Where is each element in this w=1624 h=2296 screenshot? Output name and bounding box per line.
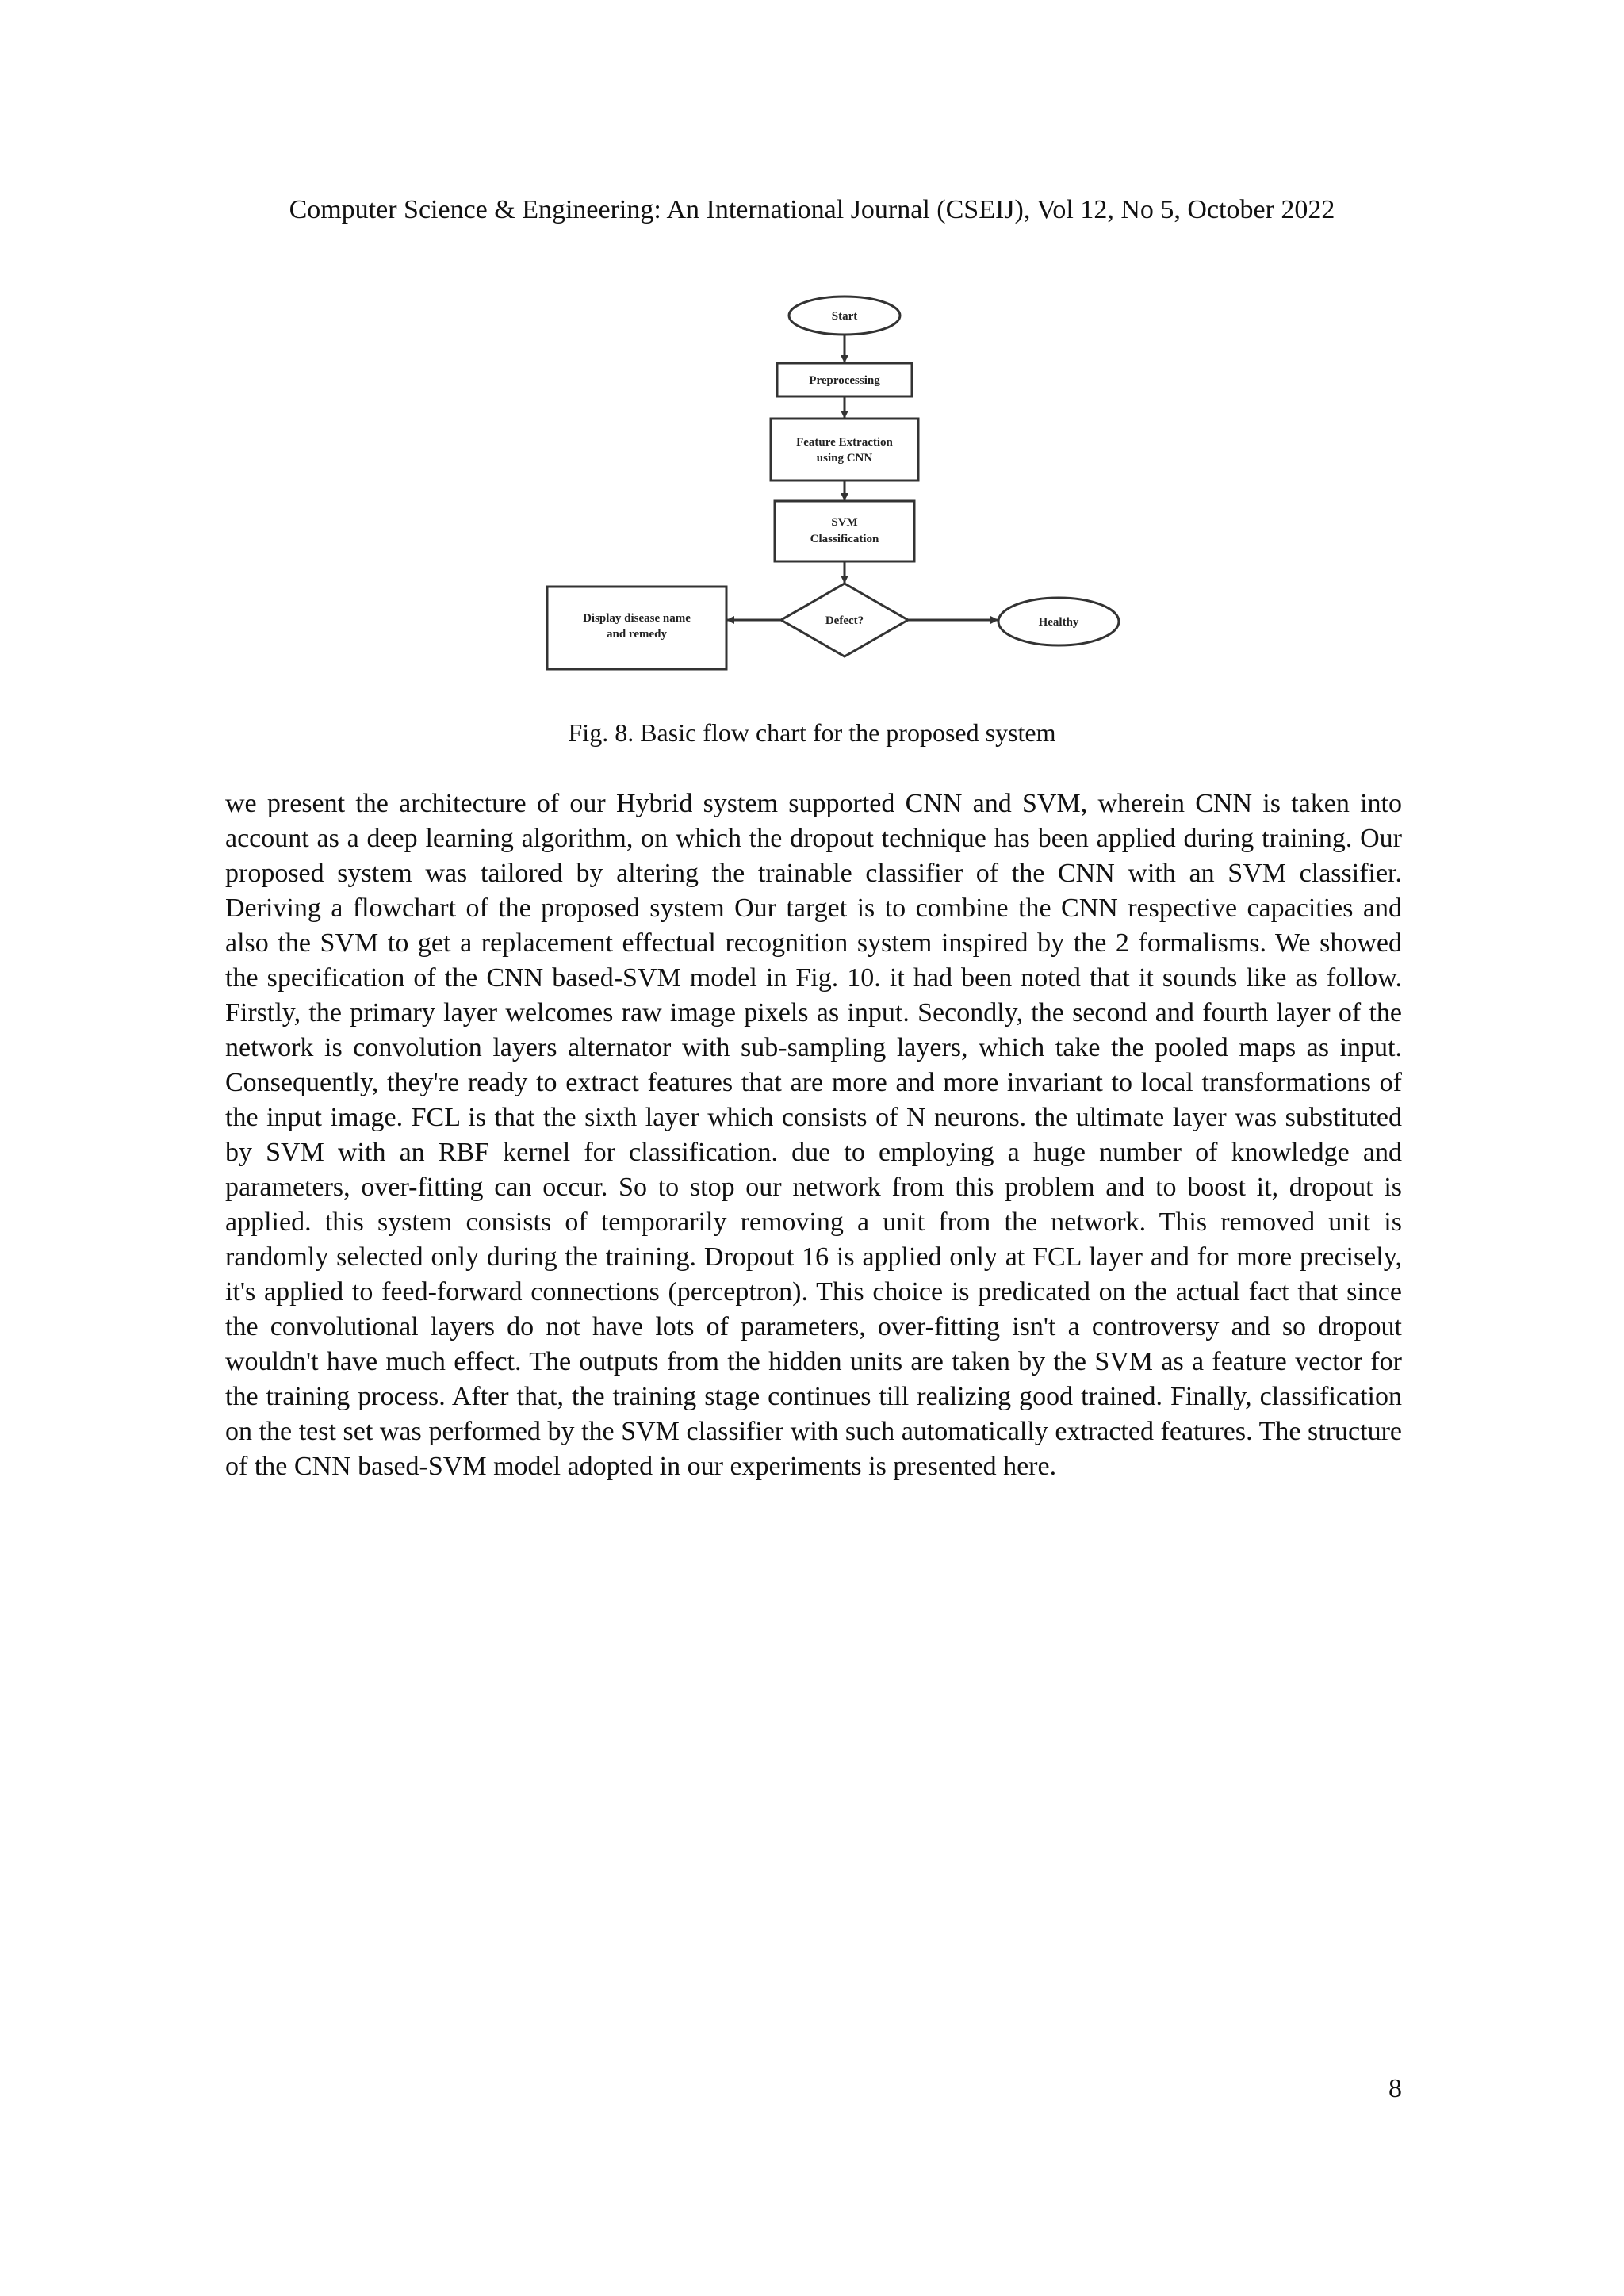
page-number: 8: [1388, 2074, 1402, 2103]
flowchart-figure: [539, 285, 1142, 682]
feature-extraction-label-1: Feature Extraction: [796, 436, 893, 449]
preprocessing-label: Preprocessing: [809, 374, 880, 387]
flowchart-diagram: [539, 285, 1142, 682]
svm-classification-node: [775, 501, 914, 561]
svm-label-1: SVM: [831, 516, 858, 529]
feature-extraction-node: [771, 419, 918, 480]
svm-label-2: Classification: [810, 533, 879, 545]
body-paragraph: we present the architecture of our Hybrid system supported CNN and SVM, wherein CNN is taken into account as a deep learning algorithm, on which the dropout technique has been applied during training. Our proposed system was tailored by altering the trainable classifier of the CNN with an SVM classifier. Deriving a flowchart of the proposed system Our target is to combine the CNN respective capacities and also the SVM to get a replacement effectual recognition system inspired by the 2 formalisms. We showed the specification of the CNN based-SVM model in Fig. 10. it had been noted that it sounds like as follow. Firstly, the primary layer welcomes raw image pixels as input. Secondly, the second and fourth layer of the network is convolution layers alternator with sub-sampling layers, which take the pooled maps as input. Consequently, they're ready to extract features that are more and more invariant to local transformations of the input image. FCL is that the sixth layer which consists of N neurons. the ultimate layer was substituted by SVM with an RBF kernel for classification. due to employing a huge number of knowledge and parameters, over-fitting can occur. So to stop our network from this problem and to boost it, dropout is applied. this system consists of temporarily removing a unit from the network. This removed unit is randomly selected only during the training. Dropout 16 is applied only at FCL layer and for more precisely, it's applied to feed-forward connections (perceptron). This choice is predicated on the actual fact that since the convolutional layers do not have lots of parameters, over-fitting isn't a controversy and so dropout wouldn't have much effect. The outputs from the hidden units are taken by the SVM as a feature vector for the training process. After that, the training stage continues till realizing good trained. Finally, classification on the test set was performed by the SVM classifier with such automatically extracted features. The structure of the CNN based-SVM model adopted in our experiments is presented here.: [225, 789, 1402, 1481]
display-label-2: and remedy: [607, 628, 667, 641]
display-label-1: Display disease name: [583, 612, 691, 625]
decision-label: Defect?: [825, 614, 864, 627]
figure-caption: Fig. 8. Basic flow chart for the proposed system: [568, 718, 1056, 747]
start-label: Start: [831, 310, 858, 323]
healthy-label: Healthy: [1038, 616, 1079, 629]
running-header: Computer Science & Engineering: An International Journal (CSEIJ), Vol 12, No 5, October 2022: [289, 195, 1335, 224]
feature-extraction-label-2: using CNN: [816, 452, 873, 465]
